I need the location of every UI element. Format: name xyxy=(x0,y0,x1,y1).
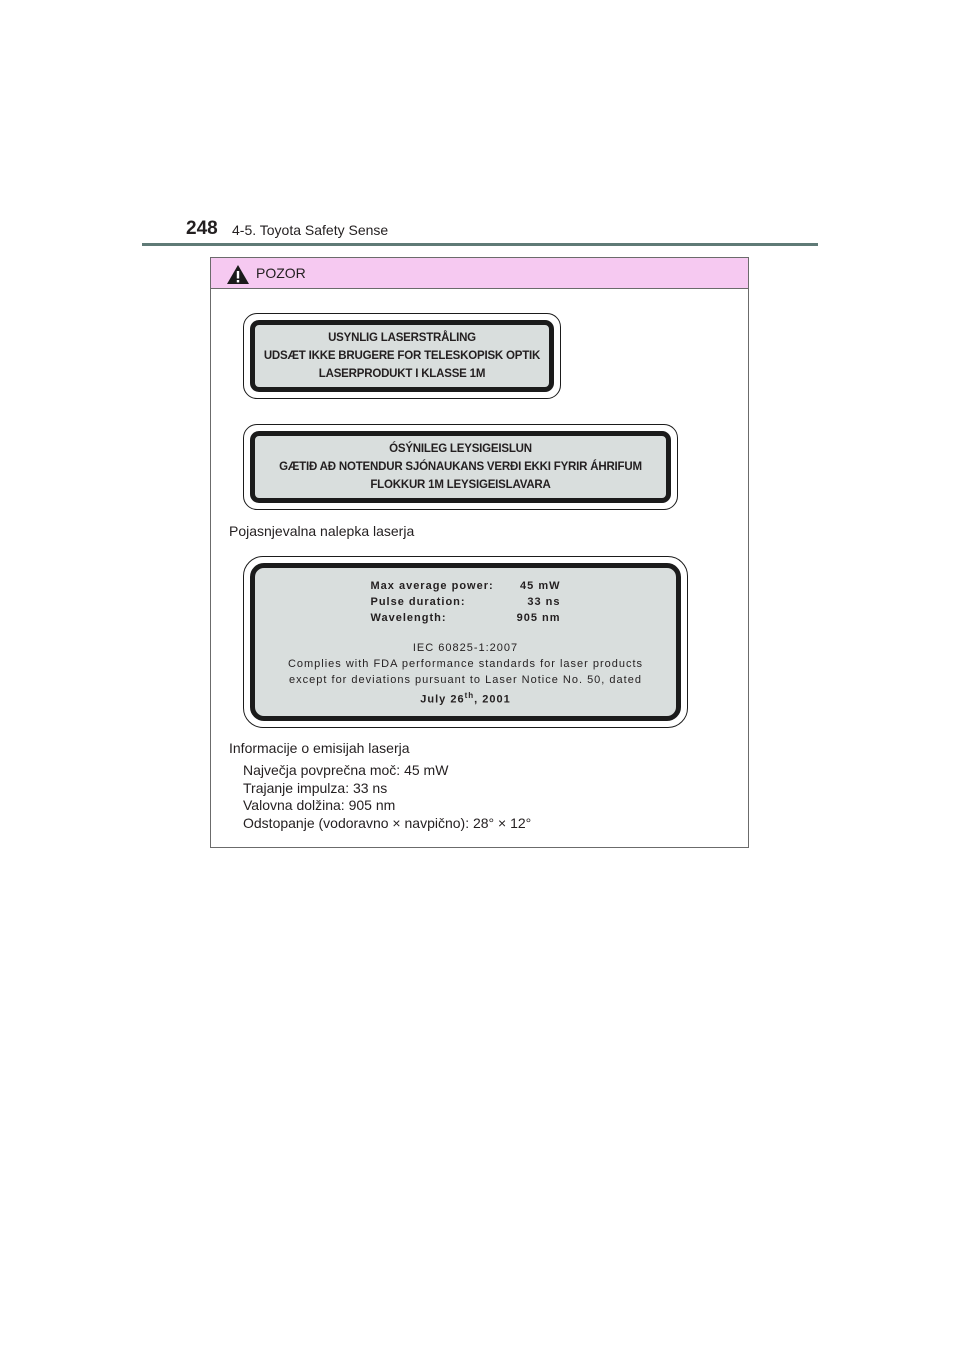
emission-info-caption: Informacije o emisijah laserja xyxy=(229,740,410,756)
page-number: 248 xyxy=(186,218,218,239)
compliance-date xyxy=(420,688,510,708)
warning-triangle-icon xyxy=(226,264,250,285)
spec-name: Pulse duration: xyxy=(370,596,466,608)
explanatory-label-caption: Pojasnjevalna nalepka laserja xyxy=(229,523,415,539)
caution-title: POZOR xyxy=(256,265,306,281)
emission-info-line: Odstopanje (vodoravno × navpično): 28° × 12° xyxy=(243,814,532,831)
caution-header xyxy=(211,258,748,289)
spec-value: 33 ns xyxy=(527,596,561,608)
laser-label-danish-panel xyxy=(250,320,554,392)
label-text-line: GÆTIÐ AÐ NOTENDUR SJÓNAUKANS VERÐI EKKI FYRIR ÁHRIFUM xyxy=(279,461,642,473)
laser-label-icelandic-panel xyxy=(250,431,671,503)
laser-label-icelandic xyxy=(243,424,678,510)
spec-name: Wavelength: xyxy=(370,612,447,624)
laser-label-danish xyxy=(243,313,561,399)
fda-compliance-line: except for deviations pursuant to Laser Notice No. 50, dated xyxy=(289,674,642,686)
emission-info-line: Trajanje impulza: 33 ns xyxy=(243,779,388,796)
emission-info-line: Največja povprečna moč: 45 mW xyxy=(243,762,449,778)
spec-value: 45 mW xyxy=(520,580,561,592)
label-text-line: LASERPRODUKT I KLASSE 1M xyxy=(318,368,486,380)
iec-standard: IEC 60825-1:2007 xyxy=(412,642,519,654)
header-rule xyxy=(142,243,818,246)
date-suffix: th xyxy=(464,691,475,700)
label-text-line: ÓSÝNILEG LEYSIGEISLUN xyxy=(389,443,532,455)
fda-compliance-line: Complies with FDA performance standards for laser products xyxy=(287,658,644,670)
laser-emission-label xyxy=(243,556,688,728)
label-text-line: UDSÆT IKKE BRUGERE FOR TELESKOPISK OPTIK xyxy=(263,350,541,362)
emission-info-list xyxy=(243,762,531,832)
spec-value: 905 nm xyxy=(516,612,561,624)
caution-box xyxy=(210,257,749,848)
spec-name: Max average power: xyxy=(370,580,494,592)
laser-emission-label-panel xyxy=(250,563,681,721)
date-year: , 2001 xyxy=(474,693,511,706)
section-title: 4-5. Toyota Safety Sense xyxy=(232,222,389,238)
emission-info-line: Valovna dolžina: 905 nm xyxy=(243,797,396,813)
label-text-line: USYNLIG LASERSTRÅLING xyxy=(328,332,476,344)
label-text-line: FLOKKUR 1M LEYSIGEISLAVARA xyxy=(370,479,551,491)
spec-grid xyxy=(371,578,561,626)
date-main: July 26 xyxy=(420,693,465,706)
